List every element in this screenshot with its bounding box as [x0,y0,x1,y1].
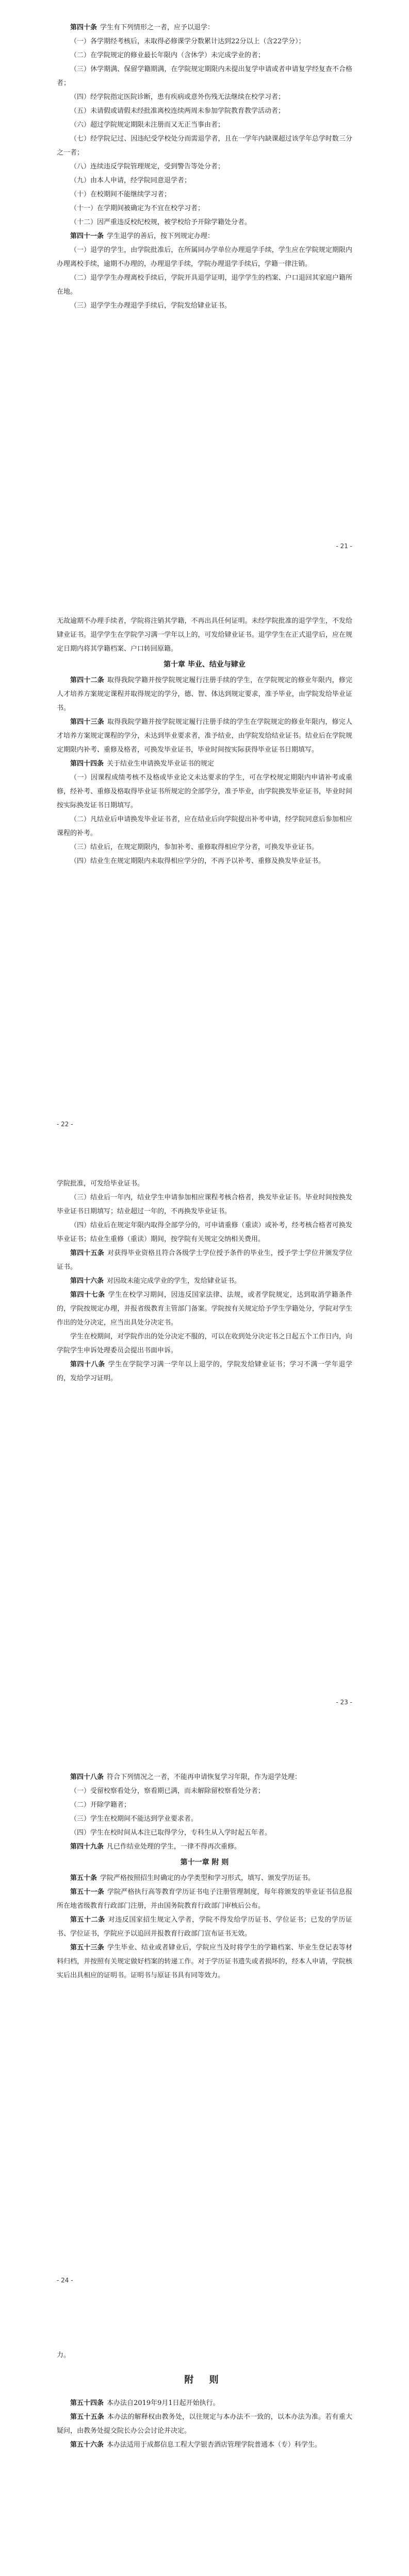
paragraph-text: 符合下列情况之一者，不能再申请恢复学习年限，作为退学处理： [107,1773,302,1781]
paragraph-text: （二）在学院规定的修业最长年限内（含休学）未完成学业的者； [70,52,265,59]
clause-paragraph [57,243,352,271]
paragraph-text: 对违反国家招生规定入学者，学院不得发给学历证书、学位证书；已发的学历证书、学位证书，学院应予以追回并报教育行政部门宣布证书无效。 [57,1916,352,1938]
paragraph-text: （一）受留校察看处分，察看期已满，而未解除留校察看处分者； [70,1787,265,1795]
paragraph-text: 无故逾期不办理手续者，学院将注销其学籍，不再出具任何证明。未经学院批准的退学学生，不发给肄业证书。退学学生在学院学习满一学年以上的，可发给肄业证书。退学学生在正式退学后，应在规定日期内将其学籍档案、户口转回原籍。 [57,617,352,653]
paragraph-text: 本办法的解释权由教务处，以往规定与本办法不一致的，以本办法为准。若有重大疑问，由教务处提交院长办公会讨论并决定。 [57,2413,352,2435]
appendix-heading: 附 则 [184,2375,225,2385]
paragraph-text: 学生毕业、结业或者肄业后，学院应当及时将学生的学籍档案、毕业生登记表等材料归档，并按照有关规定做好档案的转递工作。对于学历证书遗失或者损坏的，经本人申请，学院核实后出具相应的证明书。证明书与原证书具有同等效力。 [57,1944,352,1979]
paragraph-text: 对获得毕业资格且符合各级学士学位授予条件的毕业生，授予学士学位并颁发学位证书。 [57,1249,352,1271]
article-number: 第五十六条 [70,2441,104,2449]
clause-paragraph [57,35,352,48]
page-number: - 22 - [57,1121,73,1128]
paragraph-text: （三）休学期满、保留学籍期满，在学院规定期限内未提出复学申请或者申请复学经复查不合格者； [57,65,352,87]
clause-paragraph [57,1812,352,1826]
paragraph-text: 取得我院学籍并按学院规定履行注册手续的学生，在学院规定的修业年限内，修完人才培养方案规定课程并取得规定的学分，德、智、体达到规定要求，准予毕业，由学院发给毕业证书。 [57,676,352,712]
paragraph-text: （三）学生在校期间不能达到学业要求者。 [70,1815,198,1823]
clause-paragraph [57,160,352,174]
paragraph-text: 对因故未能完成学业的学生，发给肄业证书。 [107,1277,241,1285]
article-paragraph [57,1885,352,1913]
article-paragraph [57,1913,352,1941]
page-number: - 21 - [336,543,352,550]
clause-paragraph [57,62,352,90]
clause-paragraph [57,2348,352,2362]
paragraph-text: （七）经学院记过、因违纪受学校处分而需退学者，且在一学年内缺课超过该学年总学时数三分之一者； [57,135,352,157]
paragraph-text: （三）退学学生办理退学手续后，学院发给肄业证书。 [70,302,232,310]
article-paragraph [57,1358,352,1385]
clause-paragraph [57,771,352,812]
article-number: 第五十条 [70,1874,97,1882]
clause-paragraph [57,90,352,104]
clause-paragraph [57,854,352,868]
article-paragraph [57,2410,352,2438]
document-page [0,578,409,1156]
article-number: 第四十九条 [70,1843,104,1851]
article-paragraph [57,21,352,35]
article-paragraph [57,757,352,771]
article-number: 第四十六条 [70,1277,104,1285]
chapter-heading: 第十章 毕业、结业与肄业 [163,660,246,669]
article-number: 第四十一条 [70,232,104,240]
article-number: 第四十五条 [70,1249,104,1257]
article-paragraph [57,2396,352,2410]
clause-paragraph [57,1191,352,1218]
article-paragraph [57,1941,352,1982]
article-number: 第五十五条 [70,2413,104,2421]
clause-paragraph [57,614,352,656]
article-paragraph [57,1288,352,1330]
article-paragraph [57,1871,352,1885]
paragraph-text: 学生在学院学习满一学年以上退学的，学院发给肄业证书；学习不满一学年退学的，发给学习证明。 [57,1361,352,1382]
paragraph-text: （二）凡结业后申请换发毕业证书者，应在结业后向学院提出补考申请，经学院同意后参加相应课程的补考。 [57,816,352,837]
clause-paragraph [57,188,352,201]
article-number: 第四十八条 [70,1773,104,1781]
paragraph-text: 学生在校学习期间，因违反国家法律、法规，或者学院规定，达到取消学籍条件的，学院按规定办理，并报省级教育主管部门备案。学院按有关规定给予学生学籍处分，学院对学生作出的处分决定，应当出具处分决定书。 [57,1291,352,1327]
clause-paragraph [57,1784,352,1798]
paragraph-text: （一）退学的学生，由学院批准后，在所属同办学单位办理退学手续，学生应在学院规定期限内办理离校手续，逾期不办理的，办理退学手续，学院办理退学手续后，学籍一律注销。 [57,246,352,268]
paragraph-text: （四）经学院指定医院诊断，患有疾病或意外伤残无法继续在校学习者； [70,93,285,101]
paragraph-text: （一）各学期经考核后，未取得必修课学分数累计达到22分以上（含22学分）； [70,38,305,45]
article-paragraph [57,1840,352,1854]
paragraph-text: （三）结业后一年内，结业学生申请参加相应课程考核合格者，换发毕业证书。毕业时间按换发毕业证书日期填写；结业超过一年的，不再换发毕业证书。 [57,1194,352,1215]
article-number: 第四十八条 [70,1361,105,1368]
clause-paragraph [57,271,352,299]
paragraph-text: （二）退学学生办理离校手续后，学院开具退学证明，退学学生的档案、户口退回其家庭户籍所在地。 [57,274,352,296]
document-page [0,2312,409,2576]
paragraph-text: （二）开除学籍者； [70,1801,131,1809]
clause-paragraph [57,215,352,229]
article-number: 第五十一条 [70,1888,104,1896]
paragraph-text: （五）未请假或请假未经批准离校连续两周未参加学院教育教学活动者； [70,107,285,115]
document-page [0,1156,409,1734]
page-number: - 23 - [336,1699,352,1706]
clause-paragraph [57,1798,352,1812]
document-page [0,1734,409,2312]
article-paragraph [57,1246,352,1274]
paragraph-text: 本办法自2019年9月1日起开始执行。 [107,2399,220,2407]
clause-paragraph [57,1826,352,1840]
page-number: - 24 - [57,2277,73,2284]
article-paragraph [57,229,352,243]
clause-paragraph [57,812,352,840]
article-paragraph [57,1770,352,1784]
paragraph-text: 学院批准，可发给毕业证书。 [57,1180,144,1188]
clause-paragraph [57,299,352,313]
clause-paragraph [57,174,352,188]
paragraph-text: （六）超过学院规定期限未注册而又无正当事由者； [70,121,225,129]
paragraph-text: （十）在校期间不能继续学习者； [70,191,171,198]
article-number: 第四十条 [70,24,97,31]
clause-paragraph [57,118,352,132]
clause-paragraph [57,132,352,160]
paragraph-text: （四）结业生在规定期限内未取得相应学分的，不再予以补考、重修及换发毕业证书。 [70,857,325,865]
paragraph-text: （一）因课程成绩考核不及格或毕业论文未达要求的学生，可在学校规定期限内申请补考或重修，经补考、重修及格取得毕业证书所规定的全部学分，准予毕业，由学院换发毕业证书，毕业时间按实际换发证书日期填写。 [57,774,352,809]
paragraph-text: 学生退学的善后，按下列规定办理： [107,232,215,240]
paragraph-text: （十二）因严重违反校纪校规，被学校给予开除学籍处分者。 [70,218,252,226]
article-number: 第四十七条 [70,1291,105,1299]
clause-paragraph [57,104,352,118]
paragraph-text: 力。 [57,2351,71,2359]
paragraph-text: 取得我院学籍并按学院规定履行注册手续的学生在学院规定的修业年限内，修完人才培养方案规定课程的学分，未达到毕业要求者，准予结业，由学院发给结业证书。结业后在学院规定期限内补考、重修及格者，可换发毕业证书，毕业时间按实际获得毕业证书日期填写。 [57,718,352,754]
article-paragraph [57,1274,352,1288]
article-paragraph [57,673,352,715]
document-page [0,0,409,578]
article-paragraph [57,715,352,757]
paragraph-text: 学院严格按照招生时确定的办学类型和学习形式，填写、颁发学历证书。 [100,1874,315,1882]
article-paragraph [57,2438,352,2452]
article-number: 第五十二条 [70,1916,105,1924]
paragraph-text: （十一）在学期间被确定为不宜在校学习者； [70,205,205,212]
paragraph-text: （四）结业后在规定年限内取得全部学分的，可申请重修（重读）或补考，经考核合格者可换发毕业证书；结业生重修（重读）期间，按学院有关规定交纳相关费用。 [57,1222,352,1243]
clause-paragraph [57,1177,352,1191]
paragraph-text: （九）由本人申请，经学院同意退学者； [70,177,191,184]
paragraph-text: 关于结业生申请换发毕业证书的规定 [107,760,215,768]
article-number: 第四十四条 [70,760,104,768]
clause-paragraph [57,201,352,215]
paragraph-text: 本办法适用于成都信息工程大学银杏酒店管理学院普通本（专）科学生。 [107,2441,322,2449]
paragraph-text: （八）连续违反学院管理规定，受到警告等处分者； [70,163,225,171]
chapter-heading: 第十一章 附 则 [180,1858,229,1867]
paragraph-text: 学院严格执行高等教育学历证书电子注册管理制度，每年将颁发的毕业证书信息报所在地省级教育行政部门注册，并由国务院教育行政部门审核后公布。 [57,1888,352,1910]
paragraph-text: 学生有下列情形之一者，应予以退学： [100,24,215,31]
paragraph-text: 凡已作结业处理的学生，一律不得再次重修。 [107,1843,241,1851]
paragraph-text: （四）学生在校时间从本注已取得学分，专科生从入学时起五年者。 [70,1829,272,1837]
article-number: 第五十三条 [70,1944,104,1952]
paragraph-text: （三）结业后，在规定期限内，参加补考、重修取得相应学分者，可换发毕业证书。 [70,843,319,851]
clause-paragraph [57,840,352,854]
article-number: 第四十二条 [70,676,104,684]
article-number: 第五十四条 [70,2399,104,2407]
clause-paragraph [57,1218,352,1246]
paragraph-text: 学生在校期间，对学院作出的处分决定不服的，可以在收到处分决定书之日起五个工作日内，向学院学生申诉处理委员会提出书面申诉。 [57,1333,352,1354]
clause-paragraph [57,48,352,62]
article-number: 第四十三条 [70,718,104,726]
clause-paragraph [57,1330,352,1358]
